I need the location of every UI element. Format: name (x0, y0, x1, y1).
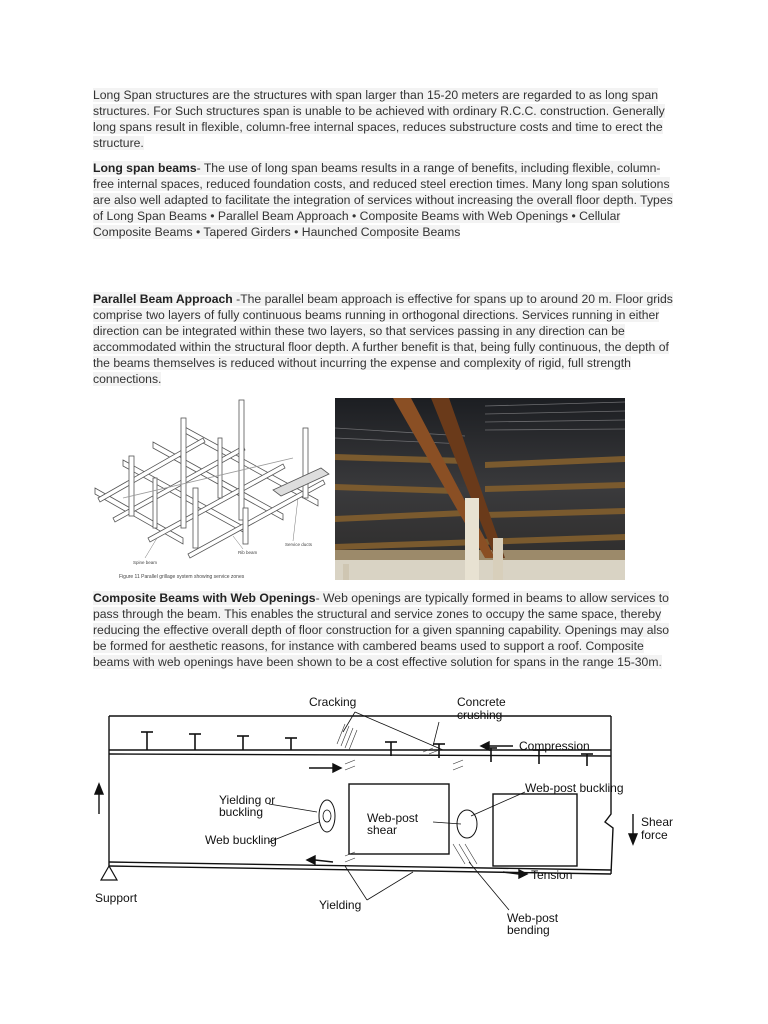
label-web-post-shear-1: Web-post (367, 811, 419, 825)
long-span-beams-paragraph (93, 160, 675, 240)
intro-text: Long Span structures are the structures with span larger than 15-20 meters are regarded to as long span structures. For Such structures span is unable to be achieved with ordinary R.C.C. construction. Generally long spans result in flexible, column-free internal spaces, reduces substructure costs and time to erect the structure. (93, 88, 665, 150)
long-span-beams-heading: Long span beams (93, 161, 197, 175)
label-yielding: Yielding (319, 898, 362, 912)
label-web-post-bending-1: Web-post (507, 911, 559, 925)
parallel-grillage-figure (93, 398, 333, 582)
label-service-ducts: Service ducts (285, 542, 313, 547)
label-force: force (641, 828, 668, 842)
label-yielding-or: Yielding or (219, 793, 276, 807)
composite-beams-paragraph (93, 590, 675, 670)
label-support: Support (95, 891, 138, 905)
label-compression: Compression (519, 739, 590, 753)
label-tension: Tension (531, 868, 573, 882)
label-crushing: crushing (457, 708, 503, 722)
composite-beams-text: - Web openings are typically formed in beams to allow services to pass through the beam. This enables the structural and service zones to occupy the same space, thereby reducing the effective overall depth of floor construction for a given spanning capability. Openings may also be formed for aesthetic reasons, for instance with cambered beams used to support a roof. Composite beams with web openings have been shown to be a cost effective solution for spans in the range 15-30m. (93, 591, 670, 669)
label-web-post-bending-2: bending (507, 923, 550, 937)
label-shear: Shear (641, 815, 674, 829)
label-concrete: Concrete (457, 695, 506, 709)
long-span-beams-text: - The use of long span beams results in a range of benefits, including flexible, column-free internal spaces, reduced foundation costs, and reduced steel erection times. Many long span solutions are also well adapted to facilitate the integration of services without increasing the overall floor depth. Types of Long Span Beams • Parallel Beam Approach • Composite Beams with Web Openings • Cellular Composite Beams • Tapered Girders • Haunched Composite Beams (93, 161, 673, 239)
composite-beam-web-opening-diagram (93, 694, 683, 940)
long-span-beam-photo (335, 398, 625, 580)
parallel-beam-text: -The parallel beam approach is effective for spans up to around 20 m. Floor grids comprise two layers of fully continuous beams running in orthogonal directions. Services running in either direction can be integrated within these two layers, so that services passing in any direction can be accommodated within the structural floor depth. A further benefit is that, being fully continuous, the depth of the beams themselves is reduced without incurring the expense and complexity of rigid, full strength connections. (93, 292, 673, 386)
label-rib-beam: Rib beam (238, 550, 258, 555)
label-web-buckling: Web buckling (205, 833, 277, 847)
composite-beams-heading: Composite Beams with Web Openings (93, 591, 316, 605)
grillage-caption: Figure 11 Parallel grillage system showing service zones (119, 574, 245, 580)
label-web-post-buckling: Web-post buckling (525, 781, 624, 795)
label-cracking: Cracking (309, 695, 357, 709)
parallel-beam-paragraph (93, 291, 675, 387)
label-spine-beam: Spine beam (133, 560, 158, 565)
label-web-post-shear-2: shear (367, 823, 398, 837)
label-buckling: buckling (219, 805, 264, 819)
parallel-beam-heading: Parallel Beam Approach (93, 292, 233, 306)
intro-paragraph (93, 87, 675, 151)
